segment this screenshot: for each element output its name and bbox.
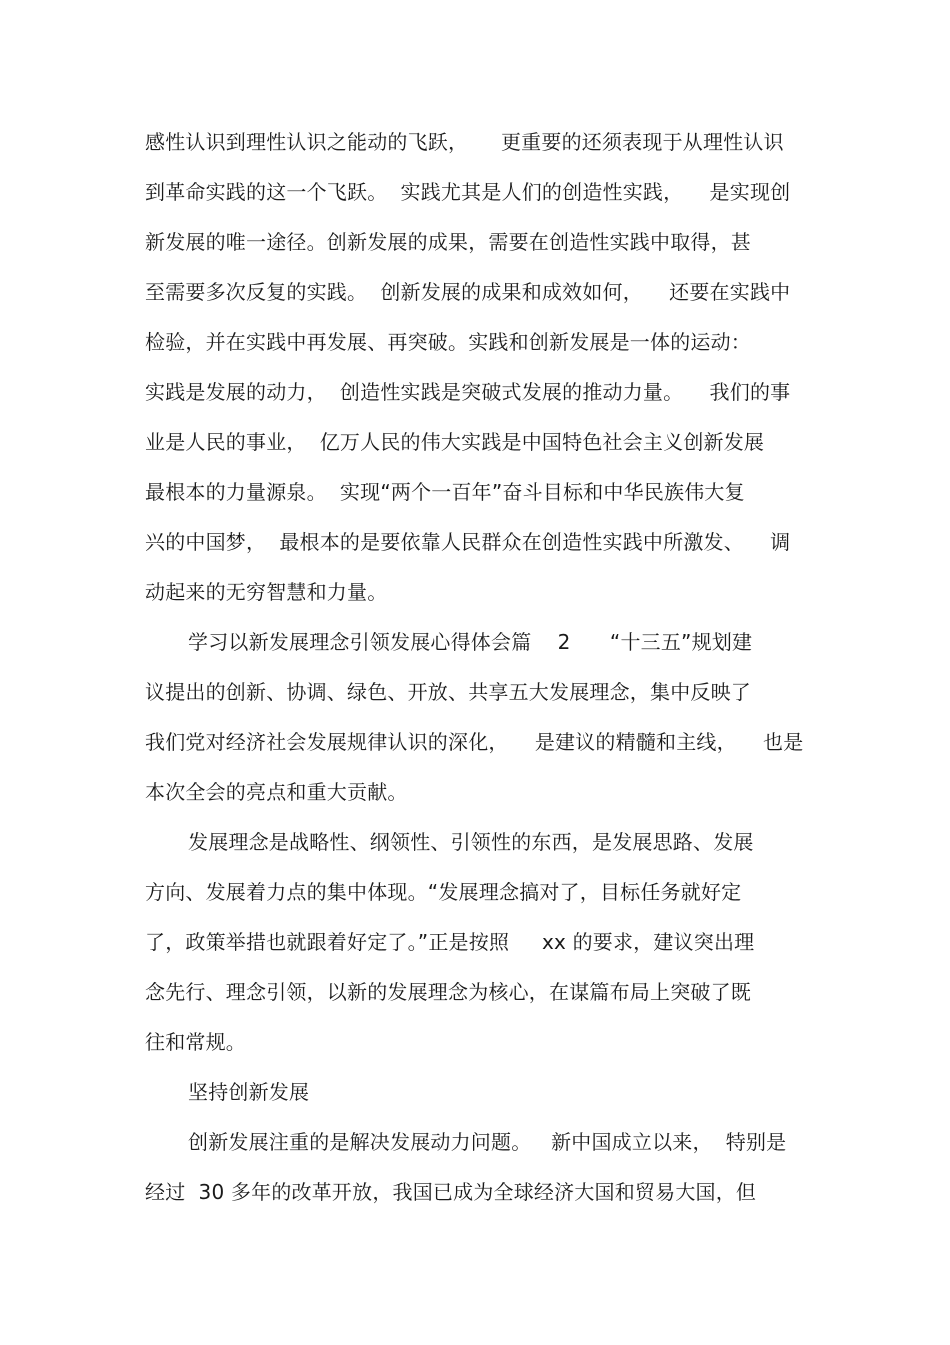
text-line: 发展理念是战略性、纲领性、引领性的东西，是发展思路、发展 (188, 830, 754, 854)
text-line: 方向、发展着力点的集中体现。“发展理念搞对了，目标任务就好定 (145, 880, 742, 904)
text-line: 了，政策举措也就跟着好定了。”正是按照 xx 的要求，建议突出理 (145, 930, 755, 954)
text-line: 我们党对经济社会发展规律认识的深化， 是建议的精髓和主线， 也是 (145, 730, 804, 754)
text-line: 兴的中国梦， 最根本的是要依靠人民群众在创造性实践中所激发、 调 (145, 530, 791, 554)
text-line: 至需要多次反复的实践。 创新发展的成果和成效如何， 还要在实践中 (145, 280, 791, 304)
text-line: 最根本的力量源泉。 实现“两个一百年”奋斗目标和中华民族伟大复 (145, 480, 745, 504)
text-line: 议提出的创新、协调、绿色、开放、共享五大发展理念，集中反映了 (145, 680, 751, 704)
text-line: 新发展的唯一途径。创新发展的成果，需要在创造性实践中取得，甚 (145, 230, 751, 254)
text-line: 感性认识到理性认识之能动的飞跃， 更重要的还须表现于从理性认识 (145, 130, 784, 154)
text-line: 往和常规。 (145, 1030, 246, 1054)
text-line: 检验，并在实践中再发展、再突破。实践和创新发展是一体的运动： (145, 330, 751, 354)
text-line: 业是人民的事业， 亿万人民的伟大实践是中国特色社会主义创新发展 (145, 430, 765, 454)
text-line: 到革命实践的这一个飞跃。 实践尤其是人们的创造性实践， 是实现创 (145, 180, 791, 204)
text-line: 经过 30 多年的改革开放，我国已成为全球经济大国和贸易大国，但 (145, 1180, 757, 1204)
text-line: 实践是发展的动力， 创造性实践是突破式发展的推动力量。 我们的事 (145, 380, 791, 404)
text-line: 创新发展注重的是解决发展动力问题。 新中国成立以来， 特别是 (188, 1130, 787, 1154)
text-line: 动起来的无穷智慧和力量。 (145, 580, 388, 604)
text-line: 本次全会的亮点和重大贡献。 (145, 780, 408, 804)
section-heading: 坚持创新发展 (188, 1080, 310, 1104)
text-line: 念先行、理念引领，以新的发展理念为核心，在谋篇布局上突破了既 (145, 980, 751, 1004)
paragraph-heading-line: 学习以新发展理念引领发展心得体会篇 2 “十三五”规划建 (188, 630, 753, 654)
